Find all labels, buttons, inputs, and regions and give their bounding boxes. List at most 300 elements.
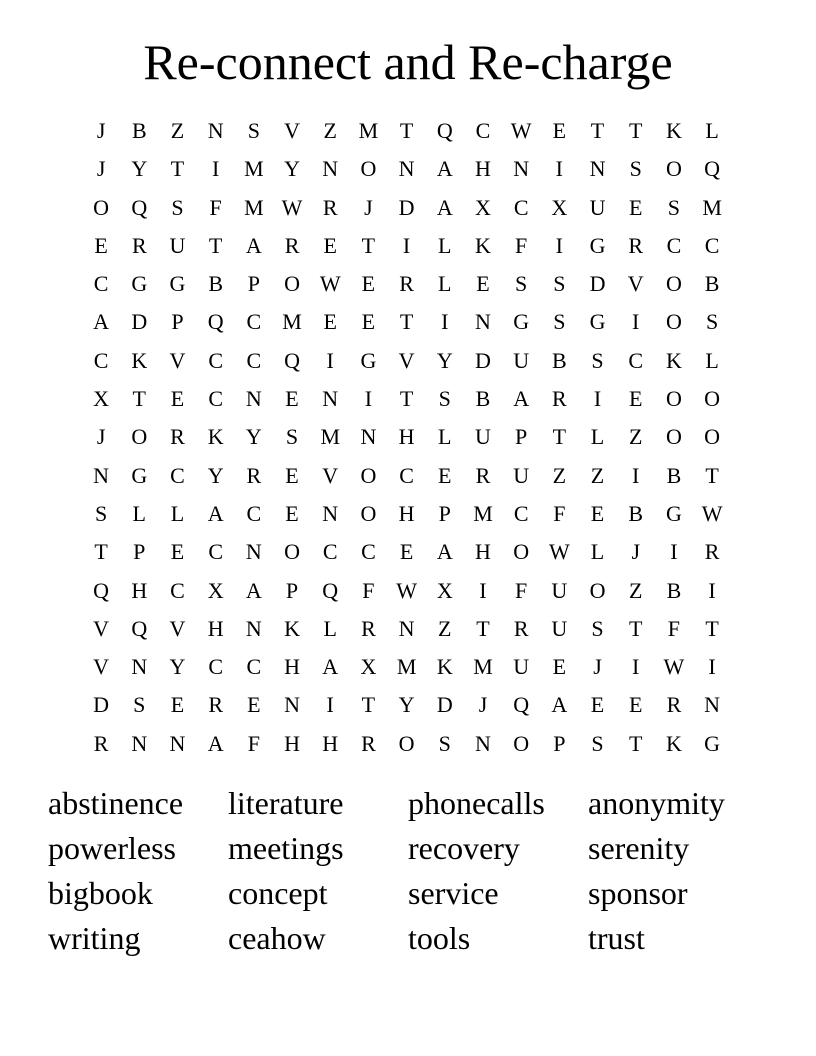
word-item: literature [228, 785, 344, 821]
grid-letter: C [246, 654, 262, 680]
grid-letter: S [591, 347, 604, 373]
grid-letter: O [360, 462, 377, 488]
grid-letter: R [93, 730, 109, 756]
grid-letter: T [170, 156, 185, 182]
grid-letter: U [475, 424, 491, 450]
grid-letter: F [515, 577, 528, 603]
grid-letter: Q [131, 194, 148, 220]
grid-letter: T [361, 692, 376, 718]
word-item: anonymity [588, 785, 725, 821]
grid-letter: O [704, 424, 721, 450]
grid-letter: T [628, 615, 643, 641]
grid-letter: R [208, 692, 223, 718]
grid-letter: W [663, 654, 685, 680]
grid-letter: F [247, 730, 260, 756]
grid-letter: J [96, 118, 106, 143]
word-item: powerless [48, 830, 176, 866]
grid-letter: N [131, 730, 148, 756]
grid-letter: E [438, 462, 452, 488]
grid-letter: E [590, 692, 605, 718]
word-item: recovery [408, 830, 520, 866]
grid-letter: H [284, 730, 300, 756]
grid-letter: M [358, 118, 379, 143]
grid-letter: E [399, 539, 414, 565]
grid-letter: Y [436, 347, 453, 373]
grid-letter: N [322, 386, 339, 412]
grid-letter: I [708, 577, 716, 603]
grid-letter: W [548, 539, 570, 565]
grid-letter: W [281, 194, 303, 220]
grid-letter: C [628, 347, 644, 373]
grid-letter: S [591, 730, 604, 756]
grid-letter: Y [169, 654, 186, 680]
grid-letter: I [632, 654, 640, 680]
grid-letter: S [629, 156, 642, 182]
grid-letter: C [246, 500, 262, 526]
grid-letter: H [475, 156, 491, 182]
grid-letter: N [475, 730, 491, 756]
grid-letter: S [667, 194, 681, 220]
grid-letter: L [170, 500, 185, 526]
grid-letter: N [589, 156, 606, 182]
grid-letter: C [208, 386, 223, 412]
grid-letter: E [247, 692, 261, 718]
grid-letter: L [132, 500, 146, 526]
grid-letter: H [284, 654, 300, 680]
grid-letter: A [207, 730, 224, 756]
grid-letter: H [398, 424, 415, 450]
grid-letter: C [322, 539, 338, 565]
grid-letter: C [475, 118, 491, 143]
grid-letter: T [628, 730, 643, 756]
grid-letter: C [361, 539, 376, 565]
grid-letter: G [131, 271, 148, 297]
grid-letter: I [555, 156, 563, 182]
puzzle-title: Re-connect and Re-charge [143, 34, 673, 90]
grid-letter: P [515, 424, 528, 450]
grid-letter: G [513, 309, 530, 335]
grid-letter: P [553, 730, 566, 756]
grid-letter: M [244, 156, 264, 182]
grid-letter: I [364, 386, 373, 412]
grid-letter: I [632, 462, 640, 488]
grid-letter: N [245, 539, 262, 565]
grid-letter: B [552, 347, 567, 373]
word-list [48, 781, 768, 961]
grid-letter: G [360, 347, 377, 373]
grid-letter: N [93, 462, 110, 488]
grid-letter: T [361, 232, 376, 258]
grid-letter: T [705, 615, 719, 641]
grid-letter: E [628, 194, 643, 220]
grid-letter: I [708, 654, 716, 680]
grid-letter: R [131, 232, 147, 258]
grid-letter: B [208, 271, 223, 297]
grid-letter: E [94, 232, 108, 258]
grid-letter: L [438, 232, 452, 258]
grid-letter: N [513, 156, 530, 182]
grid-letter: E [628, 692, 643, 718]
grid-letter: M [473, 500, 493, 526]
grid-letter: F [362, 577, 375, 603]
grid-letter: P [133, 539, 146, 565]
grid-letter: V [169, 615, 186, 641]
grid-letter: M [244, 194, 264, 220]
grid-letter: H [131, 577, 148, 603]
grid-letter: W [701, 500, 723, 526]
grid-letter: X [475, 194, 491, 220]
grid-letter: Z [552, 462, 567, 488]
grid-letter: R [361, 730, 376, 756]
grid-letter: R [513, 615, 529, 641]
grid-letter: O [284, 271, 300, 297]
word-item: abstinence [48, 785, 184, 821]
grid-letter: O [513, 539, 530, 565]
grid-letter: N [322, 500, 339, 526]
grid-letter: E [361, 271, 376, 297]
grid-letter: I [593, 386, 602, 412]
grid-letter: N [398, 615, 415, 641]
grid-letter: E [170, 539, 185, 565]
grid-letter: F [515, 232, 528, 258]
grid-letter: Y [284, 156, 300, 182]
grid-letter: K [475, 232, 491, 258]
grid-letter: N [131, 654, 148, 680]
grid-letter: A [436, 539, 453, 565]
grid-letter: X [207, 577, 224, 603]
grid-letter: Z [628, 424, 643, 450]
grid-letter: R [628, 232, 644, 258]
grid-letter: T [94, 539, 108, 565]
grid-letter: Q [704, 156, 721, 182]
grid-letter: G [589, 232, 606, 258]
grid-letter: I [326, 347, 334, 373]
grid-letter: E [628, 386, 643, 412]
grid-letter: B [628, 500, 644, 526]
grid-letter: O [665, 386, 682, 412]
grid-letter: K [284, 615, 300, 641]
grid-letter: X [551, 194, 568, 220]
grid-letter: J [364, 194, 373, 220]
grid-letter: S [515, 271, 528, 297]
grid-letter: U [551, 615, 568, 641]
grid-letter: N [284, 692, 300, 718]
word-item: service [408, 875, 499, 911]
grid-letter: I [441, 309, 449, 335]
grid-letter: R [666, 692, 682, 718]
grid-letter: A [245, 577, 262, 603]
grid-letter: T [399, 386, 414, 412]
word-item: tools [408, 920, 471, 956]
grid-letter: B [475, 386, 491, 412]
grid-letter: D [398, 194, 415, 220]
grid-letter: D [131, 309, 148, 335]
grid-letter: O [665, 309, 682, 335]
grid-letter: O [398, 730, 415, 756]
grid-letter: G [169, 271, 186, 297]
grid-letter: M [702, 194, 722, 220]
grid-letter: J [478, 692, 488, 718]
grid-letter: H [398, 500, 415, 526]
grid-letter: M [473, 654, 493, 680]
grid-letter: A [245, 232, 262, 258]
grid-letter: K [665, 730, 682, 756]
grid-letter: J [631, 539, 640, 565]
grid-letter: I [670, 539, 678, 565]
grid-letter: Q [93, 577, 110, 603]
grid-letter: A [93, 309, 110, 335]
grid-letter: B [666, 577, 682, 603]
grid-letter: G [589, 309, 606, 335]
grid-letter: Q [284, 347, 300, 373]
grid-letter: E [170, 386, 185, 412]
grid-letter: E [285, 462, 299, 488]
grid-letter: E [476, 271, 490, 297]
grid-letter: Y [207, 462, 224, 488]
grid-letter: E [285, 386, 299, 412]
grid-letter: V [169, 347, 186, 373]
grid-letter: Z [438, 615, 452, 641]
grid-letter: T [399, 118, 414, 143]
grid-letter: U [513, 654, 530, 680]
grid-letter: B [131, 118, 147, 143]
grid-letter: R [170, 424, 185, 450]
grid-letter: E [323, 309, 337, 335]
grid-letter: U [513, 347, 530, 373]
grid-letter: M [396, 654, 417, 680]
grid-letter: R [322, 194, 338, 220]
grid-letter: V [93, 615, 110, 641]
grid-letter: N [704, 692, 721, 718]
grid-letter: C [666, 232, 682, 258]
grid-letter: C [208, 539, 223, 565]
grid-letter: H [475, 539, 491, 565]
grid-letter: K [665, 347, 682, 373]
word-item: meetings [228, 830, 344, 866]
grid-letter: C [399, 462, 414, 488]
grid-letter: O [360, 156, 377, 182]
grid-letter: S [133, 692, 146, 718]
grid-letter: S [247, 118, 260, 143]
grid-letter: C [513, 194, 529, 220]
grid-letter: A [513, 386, 530, 412]
grid-letter: C [208, 654, 223, 680]
grid-letter: N [322, 156, 339, 182]
grid-letter: I [632, 309, 640, 335]
grid-letter: T [208, 232, 223, 258]
grid-letter: I [402, 232, 411, 258]
grid-letter: A [436, 194, 453, 220]
grid-letter: R [704, 539, 720, 565]
grid-letter: P [247, 271, 260, 297]
grid-letter: D [93, 692, 110, 718]
grid-letter: S [591, 615, 604, 641]
grid-letter: O [589, 577, 606, 603]
grid-letter: Q [131, 615, 148, 641]
grid-letter: L [323, 615, 337, 641]
grid-letter: I [555, 232, 563, 258]
grid-letter: O [665, 271, 682, 297]
grid-letter: O [93, 194, 110, 220]
grid-letter: L [705, 118, 719, 143]
grid-letter: X [360, 654, 377, 680]
grid-letter: S [285, 424, 299, 450]
grid-letter: H [322, 730, 339, 756]
grid-letter: E [285, 500, 299, 526]
word-item: bigbook [48, 875, 153, 911]
grid-letter: Z [628, 577, 643, 603]
grid-letter: C [246, 347, 262, 373]
grid-letter: L [438, 424, 452, 450]
grid-letter: J [593, 654, 602, 680]
grid-letter: G [131, 462, 148, 488]
word-item: concept [228, 875, 328, 911]
grid-letter: C [208, 347, 223, 373]
grid-letter: T [590, 118, 605, 143]
grid-letter: S [553, 271, 566, 297]
grid-letter: C [170, 462, 185, 488]
grid-letter: V [284, 118, 300, 143]
grid-letter: N [360, 424, 377, 450]
grid-letter: Q [322, 577, 339, 603]
grid-letter: T [132, 386, 146, 412]
grid-letter: U [169, 232, 186, 258]
grid-letter: F [667, 615, 681, 641]
grid-letter: X [436, 577, 453, 603]
grid-letter: J [96, 424, 106, 450]
grid-letter: S [171, 194, 184, 220]
grid-letter: N [245, 386, 262, 412]
letter-grid [82, 112, 731, 763]
grid-letter: V [93, 654, 110, 680]
grid-letter: T [399, 309, 414, 335]
grid-letter: M [320, 424, 340, 450]
grid-letter: A [436, 156, 453, 182]
grid-letter: E [552, 654, 567, 680]
word-item: trust [588, 920, 645, 956]
grid-letter: H [207, 615, 224, 641]
grid-letter: G [704, 730, 721, 756]
grid-letter: S [438, 386, 451, 412]
grid-letter: T [705, 462, 719, 488]
grid-letter: B [666, 462, 682, 488]
grid-letter: X [93, 386, 110, 412]
grid-letter: P [438, 500, 451, 526]
grid-letter: D [475, 347, 491, 373]
grid-letter: K [207, 424, 224, 450]
grid-letter: R [552, 386, 567, 412]
grid-letter: S [705, 309, 719, 335]
grid-letter: R [399, 271, 414, 297]
grid-letter: Z [170, 118, 185, 143]
word-item: serenity [588, 830, 690, 866]
grid-letter: N [169, 730, 186, 756]
grid-letter: K [131, 347, 148, 373]
grid-letter: L [590, 424, 605, 450]
grid-letter: I [326, 692, 334, 718]
grid-letter: T [552, 424, 567, 450]
grid-letter: I [479, 577, 487, 603]
grid-letter: C [513, 500, 529, 526]
grid-letter: Z [323, 118, 337, 143]
grid-letter: R [475, 462, 491, 488]
grid-letter: O [513, 730, 530, 756]
grid-letter: L [705, 347, 719, 373]
grid-letter: F [209, 194, 222, 220]
grid-letter: C [93, 347, 109, 373]
grid-letter: U [551, 577, 568, 603]
grid-letter: N [475, 309, 491, 335]
grid-letter: Q [513, 692, 530, 718]
grid-letter: O [284, 539, 300, 565]
grid-letter: R [284, 232, 300, 258]
grid-letter: Q [207, 309, 224, 335]
grid-letter: T [476, 615, 490, 641]
grid-letter: C [246, 309, 262, 335]
grid-letter: E [361, 309, 376, 335]
grid-letter: T [628, 118, 643, 143]
grid-letter: R [246, 462, 262, 488]
grid-letter: Y [245, 424, 262, 450]
grid-letter: D [436, 692, 453, 718]
grid-letter: J [96, 156, 106, 182]
grid-letter: Y [131, 156, 148, 182]
grid-letter: U [513, 462, 530, 488]
grid-letter: V [322, 462, 339, 488]
grid-letter: Q [436, 118, 453, 143]
grid-letter: E [170, 692, 185, 718]
grid-letter: E [552, 118, 567, 143]
word-item: phonecalls [408, 785, 545, 821]
grid-letter: V [398, 347, 415, 373]
grid-letter: L [590, 539, 605, 565]
word-item: writing [48, 920, 141, 956]
grid-letter: O [704, 386, 721, 412]
grid-letter: I [211, 156, 220, 182]
grid-letter: D [589, 271, 606, 297]
grid-letter: A [322, 654, 339, 680]
grid-letter: N [398, 156, 415, 182]
grid-letter: G [665, 500, 682, 526]
grid-letter: K [436, 654, 453, 680]
grid-letter: S [553, 309, 566, 335]
grid-letter: S [438, 730, 451, 756]
grid-letter: V [627, 271, 644, 297]
grid-letter: W [510, 118, 532, 143]
grid-letter: P [171, 309, 184, 335]
word-item: sponsor [588, 875, 688, 911]
grid-letter: Z [590, 462, 605, 488]
grid-letter: R [361, 615, 376, 641]
grid-letter: O [360, 500, 377, 526]
grid-letter: C [170, 577, 185, 603]
grid-letter: N [207, 118, 224, 143]
grid-letter: C [704, 232, 720, 258]
grid-letter: C [93, 271, 109, 297]
grid-letter: W [319, 271, 341, 297]
grid-letter: M [282, 309, 302, 335]
grid-letter: O [665, 424, 682, 450]
grid-letter: A [551, 692, 568, 718]
word-item: ceahow [228, 920, 326, 956]
grid-letter: L [438, 271, 452, 297]
grid-letter: W [396, 577, 417, 603]
grid-letter: O [665, 156, 682, 182]
grid-letter: E [590, 500, 605, 526]
grid-letter: S [94, 500, 108, 526]
grid-letter: F [553, 500, 566, 526]
grid-letter: O [131, 424, 148, 450]
